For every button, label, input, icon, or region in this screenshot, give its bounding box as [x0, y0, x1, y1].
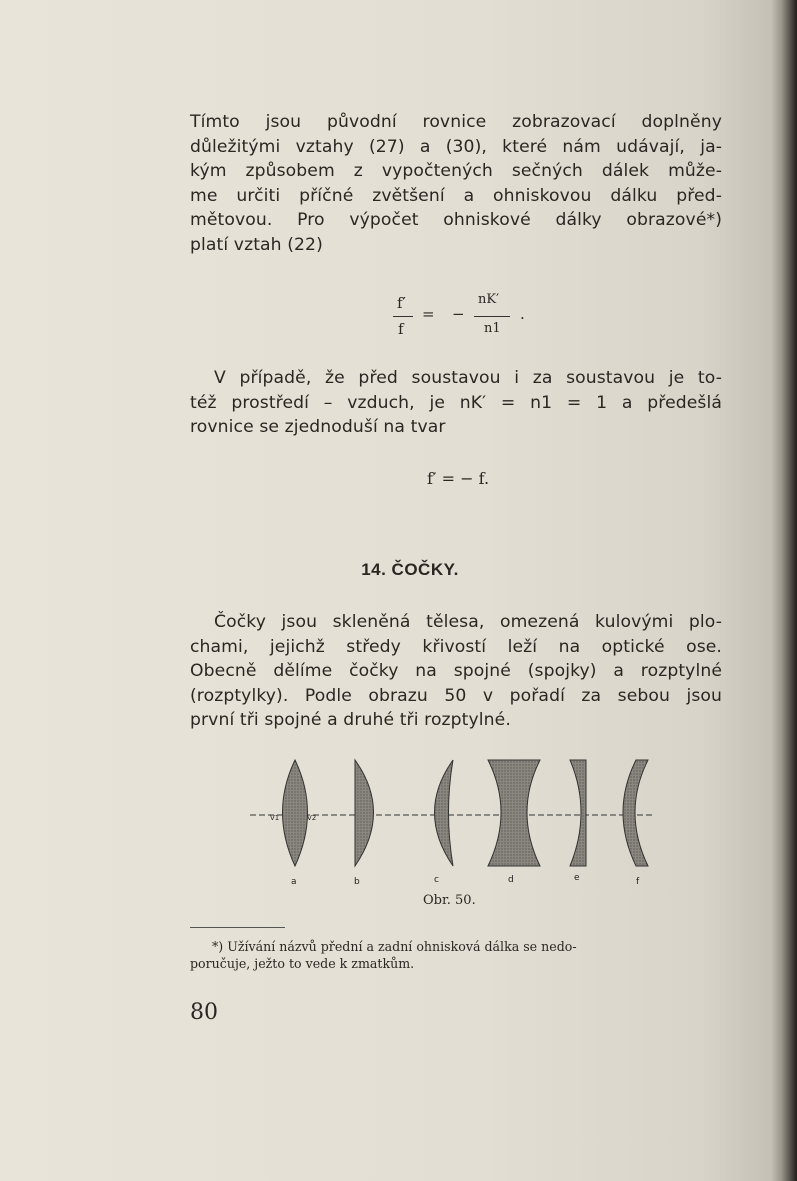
text-line: kým způsobem z vypočtených sečných dálek může- — [190, 161, 722, 182]
lens-figure — [240, 752, 660, 892]
text-line: Obecně dělíme čočky na spojné (spojky) a rozptylné — [190, 661, 722, 682]
text-line: V případě, že před soustavou i za soustavou je to- — [214, 368, 722, 388]
paragraph-air-case — [190, 366, 722, 440]
text-line: Tímto jsou původní rovnice zobrazovací doplněny — [190, 112, 722, 132]
lens-a-biconvex — [283, 760, 308, 866]
formula-minus: − — [452, 305, 465, 323]
lens-label: a — [291, 877, 297, 887]
page-edge-shadow — [771, 0, 797, 1181]
figure-caption: Obr. 50. — [423, 893, 476, 908]
text-line: platí vztah (22) — [190, 234, 323, 255]
fraction-bar — [474, 316, 510, 317]
lens-d-biconcave — [488, 760, 540, 866]
text-line: (rozptylky). Podle obrazu 50 v pořadí za sebou jsou — [190, 685, 722, 706]
section-heading: 14. ČOČKY. — [361, 560, 459, 579]
footnote-line: poručuje, ježto to vede k zmatkům. — [190, 956, 415, 971]
paragraph-lenses — [190, 610, 722, 733]
text-line: rovnice se zjednoduší na tvar — [190, 417, 446, 438]
text-line: chami, jejichž středy křivostí leží na optické ose. — [190, 636, 722, 657]
fraction-bar — [393, 316, 413, 317]
footnote-line: *) Užívání názvů přední a zadní ohnisková dálka se nedo- — [212, 939, 577, 954]
text-line: důležitými vztahy (27) a (30), které nám udávají, ja- — [190, 136, 722, 157]
footnote-separator — [190, 927, 285, 928]
formula-lhs-denominator: f — [398, 320, 404, 338]
text-line: mětovou. Pro výpočet ohniskové dálky obrazové*) — [190, 210, 722, 231]
lens-label: e — [574, 873, 580, 883]
formula-equals: = — [422, 305, 435, 323]
formula-rhs-denominator: n1 — [484, 321, 501, 336]
vertex-label: V2 — [307, 814, 317, 822]
lens-label: c — [434, 875, 439, 885]
lens-label: b — [354, 877, 360, 887]
text-line: me určiti příčné zvětšení a ohniskovou dálku před- — [190, 185, 722, 206]
lens-b-planoconvex — [355, 760, 374, 866]
formula-period: . — [520, 305, 525, 323]
vertex-label: V1 — [270, 814, 280, 822]
lens-c-meniscus — [435, 760, 454, 866]
text-line: též prostředí – vzduch, je nK′ = n1 = 1 a předešlá — [190, 392, 722, 413]
formula-lhs-numerator: f′ — [397, 294, 406, 312]
text-line: první tři spojné a druhé tři rozptylné. — [190, 710, 511, 731]
footnote — [190, 938, 722, 972]
page-number: 80 — [190, 1000, 218, 1025]
lens-label: f — [636, 877, 640, 887]
paragraph-intro — [190, 110, 722, 258]
text-line: Čočky jsou skleněná tělesa, omezená kulovými plo- — [214, 612, 722, 632]
formula-rhs-numerator: nK′ — [478, 292, 500, 307]
lens-e-planoconcave — [570, 760, 586, 866]
lens-label: d — [508, 875, 514, 885]
formula-simplified: f′ = − f. — [427, 469, 490, 488]
lens-f-meniscus — [623, 760, 648, 866]
